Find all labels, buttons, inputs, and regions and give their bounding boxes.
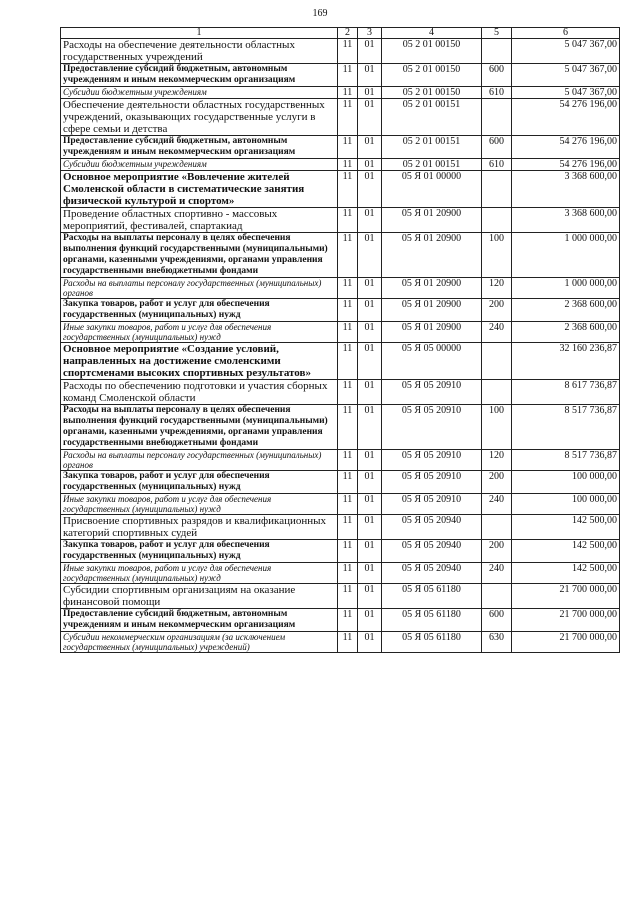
table-row bbox=[61, 380, 620, 405]
row-amount: 142 500,00 bbox=[512, 515, 620, 540]
row-amount: 54 276 196,00 bbox=[512, 159, 620, 171]
table-row bbox=[61, 584, 620, 609]
row-expense-type: 240 bbox=[482, 494, 512, 515]
row-name: Иные закупки товаров, работ и услуг для обеспечения государственных (муниципальных) нужд bbox=[61, 322, 338, 343]
table-row bbox=[61, 87, 620, 99]
row-expense-type: 200 bbox=[482, 540, 512, 563]
row-subsection: 01 bbox=[358, 494, 382, 515]
table-body bbox=[61, 39, 620, 653]
row-subsection: 01 bbox=[358, 540, 382, 563]
row-subsection: 01 bbox=[358, 278, 382, 299]
row-expense-type bbox=[482, 343, 512, 380]
table-row bbox=[61, 515, 620, 540]
row-target-code: 05 2 01 00150 bbox=[382, 39, 482, 64]
row-expense-type bbox=[482, 515, 512, 540]
row-section: 11 bbox=[338, 540, 358, 563]
row-name: Закупка товаров, работ и услуг для обеспечения государственных (муниципальных) нужд bbox=[61, 540, 338, 563]
row-name: Расходы на выплаты персоналу в целях обеспечения выполнения функций государственными (муниципальными) органами, казенными учреждениями, органами управления государственными внебюджетными фондами bbox=[61, 405, 338, 450]
row-expense-type: 120 bbox=[482, 450, 512, 471]
row-section: 11 bbox=[338, 563, 358, 584]
row-expense-type bbox=[482, 171, 512, 208]
row-section: 11 bbox=[338, 405, 358, 450]
row-target-code: 05 Я 05 20940 bbox=[382, 540, 482, 563]
table-row bbox=[61, 322, 620, 343]
row-section: 11 bbox=[338, 171, 358, 208]
row-name: Иные закупки товаров, работ и услуг для обеспечения государственных (муниципальных) нужд bbox=[61, 494, 338, 515]
row-expense-type: 240 bbox=[482, 322, 512, 343]
row-name: Расходы на выплаты персоналу государственных (муниципальных) органов bbox=[61, 450, 338, 471]
row-amount: 100 000,00 bbox=[512, 494, 620, 515]
table-row bbox=[61, 39, 620, 64]
row-expense-type: 600 bbox=[482, 64, 512, 87]
row-section: 11 bbox=[338, 39, 358, 64]
table-row bbox=[61, 278, 620, 299]
row-subsection: 01 bbox=[358, 515, 382, 540]
row-subsection: 01 bbox=[358, 99, 382, 136]
row-amount: 54 276 196,00 bbox=[512, 136, 620, 159]
row-amount: 5 047 367,00 bbox=[512, 87, 620, 99]
row-target-code: 05 Я 01 20900 bbox=[382, 233, 482, 278]
row-section: 11 bbox=[338, 99, 358, 136]
row-name: Расходы на выплаты персоналу государственных (муниципальных) органов bbox=[61, 278, 338, 299]
table-row bbox=[61, 233, 620, 278]
row-subsection: 01 bbox=[358, 39, 382, 64]
table-row bbox=[61, 540, 620, 563]
header-col-2: 2 bbox=[338, 28, 358, 39]
row-subsection: 01 bbox=[358, 233, 382, 278]
row-name: Расходы на выплаты персоналу в целях обеспечения выполнения функций государственными (муниципальными) органами, казенными учреждениями, органами управления государственными внебюджетными фондами bbox=[61, 233, 338, 278]
header-col-6: 6 bbox=[512, 28, 620, 39]
row-name: Присвоение спортивных разрядов и квалификационных категорий спортивных судей bbox=[61, 515, 338, 540]
row-target-code: 05 Я 01 20900 bbox=[382, 299, 482, 322]
table-row bbox=[61, 343, 620, 380]
row-target-code: 05 2 01 00151 bbox=[382, 99, 482, 136]
row-target-code: 05 Я 01 20900 bbox=[382, 278, 482, 299]
row-name: Основное мероприятие «Вовлечение жителей Смоленской области в систематические занятия физической культурой и спортом» bbox=[61, 171, 338, 208]
row-amount: 1 000 000,00 bbox=[512, 278, 620, 299]
row-section: 11 bbox=[338, 609, 358, 632]
table-row bbox=[61, 208, 620, 233]
row-section: 11 bbox=[338, 87, 358, 99]
row-expense-type: 100 bbox=[482, 233, 512, 278]
row-section: 11 bbox=[338, 322, 358, 343]
row-expense-type: 200 bbox=[482, 471, 512, 494]
row-expense-type: 600 bbox=[482, 609, 512, 632]
row-amount: 21 700 000,00 bbox=[512, 584, 620, 609]
row-expense-type: 120 bbox=[482, 278, 512, 299]
row-expense-type: 200 bbox=[482, 299, 512, 322]
row-subsection: 01 bbox=[358, 584, 382, 609]
row-target-code: 05 Я 05 00000 bbox=[382, 343, 482, 380]
row-name: Предоставление субсидий бюджетным, автономным учреждениям и иным некоммерческим организациям bbox=[61, 609, 338, 632]
table-row bbox=[61, 159, 620, 171]
table-row bbox=[61, 299, 620, 322]
table-row bbox=[61, 405, 620, 450]
row-target-code: 05 Я 05 61180 bbox=[382, 584, 482, 609]
table-row bbox=[61, 609, 620, 632]
row-section: 11 bbox=[338, 494, 358, 515]
budget-table bbox=[60, 27, 620, 653]
row-subsection: 01 bbox=[358, 171, 382, 208]
row-amount: 3 368 600,00 bbox=[512, 171, 620, 208]
row-amount: 8 517 736,87 bbox=[512, 405, 620, 450]
row-subsection: 01 bbox=[358, 343, 382, 380]
row-target-code: 05 Я 05 20940 bbox=[382, 563, 482, 584]
table-header-row bbox=[61, 28, 620, 39]
table-row bbox=[61, 471, 620, 494]
row-expense-type: 630 bbox=[482, 632, 512, 653]
row-target-code: 05 2 01 00150 bbox=[382, 64, 482, 87]
row-name: Расходы на обеспечение деятельности областных государственных учреждений bbox=[61, 39, 338, 64]
row-subsection: 01 bbox=[358, 136, 382, 159]
row-expense-type bbox=[482, 208, 512, 233]
row-subsection: 01 bbox=[358, 87, 382, 99]
row-section: 11 bbox=[338, 380, 358, 405]
row-target-code: 05 Я 01 20900 bbox=[382, 322, 482, 343]
row-section: 11 bbox=[338, 208, 358, 233]
row-expense-type: 240 bbox=[482, 563, 512, 584]
row-target-code: 05 Я 05 20910 bbox=[382, 471, 482, 494]
row-target-code: 05 Я 05 20910 bbox=[382, 405, 482, 450]
table-row bbox=[61, 99, 620, 136]
row-target-code: 05 Я 05 20910 bbox=[382, 494, 482, 515]
row-section: 11 bbox=[338, 515, 358, 540]
row-amount: 2 368 600,00 bbox=[512, 322, 620, 343]
row-expense-type bbox=[482, 39, 512, 64]
row-amount: 1 000 000,00 bbox=[512, 233, 620, 278]
row-amount: 5 047 367,00 bbox=[512, 39, 620, 64]
row-target-code: 05 Я 01 00000 bbox=[382, 171, 482, 208]
row-expense-type bbox=[482, 584, 512, 609]
row-amount: 5 047 367,00 bbox=[512, 64, 620, 87]
row-subsection: 01 bbox=[358, 563, 382, 584]
row-name: Предоставление субсидий бюджетным, автономным учреждениям и иным некоммерческим организациям bbox=[61, 136, 338, 159]
row-name: Расходы по обеспечению подготовки и участия сборных команд Смоленской области bbox=[61, 380, 338, 405]
row-target-code: 05 Я 05 20910 bbox=[382, 450, 482, 471]
row-section: 11 bbox=[338, 632, 358, 653]
row-section: 11 bbox=[338, 278, 358, 299]
row-section: 11 bbox=[338, 233, 358, 278]
table-row bbox=[61, 494, 620, 515]
row-section: 11 bbox=[338, 471, 358, 494]
row-name: Обеспечение деятельности областных государственных учреждений, оказывающих государственные услуги в сфере семьи и детства bbox=[61, 99, 338, 136]
row-section: 11 bbox=[338, 584, 358, 609]
row-amount: 142 500,00 bbox=[512, 540, 620, 563]
row-name: Субсидии бюджетным учреждениям bbox=[61, 87, 338, 99]
table-row bbox=[61, 171, 620, 208]
table-row bbox=[61, 64, 620, 87]
row-subsection: 01 bbox=[358, 380, 382, 405]
row-expense-type: 600 bbox=[482, 136, 512, 159]
header-col-5: 5 bbox=[482, 28, 512, 39]
row-name: Субсидии бюджетным учреждениям bbox=[61, 159, 338, 171]
row-amount: 32 160 236,87 bbox=[512, 343, 620, 380]
row-amount: 142 500,00 bbox=[512, 563, 620, 584]
row-expense-type: 100 bbox=[482, 405, 512, 450]
row-target-code: 05 Я 05 20910 bbox=[382, 380, 482, 405]
row-section: 11 bbox=[338, 136, 358, 159]
row-amount: 8 517 736,87 bbox=[512, 450, 620, 471]
row-name: Иные закупки товаров, работ и услуг для обеспечения государственных (муниципальных) нужд bbox=[61, 563, 338, 584]
row-amount: 8 617 736,87 bbox=[512, 380, 620, 405]
row-section: 11 bbox=[338, 299, 358, 322]
row-subsection: 01 bbox=[358, 450, 382, 471]
row-name: Предоставление субсидий бюджетным, автономным учреждениям и иным некоммерческим организациям bbox=[61, 64, 338, 87]
row-amount: 21 700 000,00 bbox=[512, 632, 620, 653]
row-expense-type: 610 bbox=[482, 87, 512, 99]
row-subsection: 01 bbox=[358, 471, 382, 494]
row-target-code: 05 2 01 00151 bbox=[382, 136, 482, 159]
row-subsection: 01 bbox=[358, 609, 382, 632]
row-amount: 21 700 000,00 bbox=[512, 609, 620, 632]
row-subsection: 01 bbox=[358, 322, 382, 343]
row-name: Закупка товаров, работ и услуг для обеспечения государственных (муниципальных) нужд bbox=[61, 471, 338, 494]
table-row bbox=[61, 632, 620, 653]
row-subsection: 01 bbox=[358, 299, 382, 322]
row-section: 11 bbox=[338, 159, 358, 171]
row-name: Основное мероприятие «Создание условий, направленных на достижение смоленскими спортсменами высоких спортивных результатов» bbox=[61, 343, 338, 380]
row-amount: 2 368 600,00 bbox=[512, 299, 620, 322]
header-col-1: 1 bbox=[61, 28, 338, 39]
table-row bbox=[61, 136, 620, 159]
row-name: Проведение областных спортивно - массовых мероприятий, фестивалей, спартакиад bbox=[61, 208, 338, 233]
row-section: 11 bbox=[338, 64, 358, 87]
row-section: 11 bbox=[338, 450, 358, 471]
row-amount: 54 276 196,00 bbox=[512, 99, 620, 136]
row-amount: 100 000,00 bbox=[512, 471, 620, 494]
row-target-code: 05 Я 05 61180 bbox=[382, 632, 482, 653]
header-col-4: 4 bbox=[382, 28, 482, 39]
row-subsection: 01 bbox=[358, 405, 382, 450]
row-subsection: 01 bbox=[358, 159, 382, 171]
row-target-code: 05 Я 05 61180 bbox=[382, 609, 482, 632]
row-subsection: 01 bbox=[358, 208, 382, 233]
row-name: Субсидии некоммерческим организациям (за исключением государственных (муниципальных) учреждений) bbox=[61, 632, 338, 653]
header-col-3: 3 bbox=[358, 28, 382, 39]
row-expense-type bbox=[482, 99, 512, 136]
row-name: Закупка товаров, работ и услуг для обеспечения государственных (муниципальных) нужд bbox=[61, 299, 338, 322]
row-target-code: 05 Я 01 20900 bbox=[382, 208, 482, 233]
row-subsection: 01 bbox=[358, 64, 382, 87]
row-target-code: 05 2 01 00151 bbox=[382, 159, 482, 171]
row-name: Субсидии спортивным организациям на оказание финансовой помощи bbox=[61, 584, 338, 609]
row-section: 11 bbox=[338, 343, 358, 380]
row-target-code: 05 Я 05 20940 bbox=[382, 515, 482, 540]
table-row bbox=[61, 450, 620, 471]
table-row bbox=[61, 563, 620, 584]
row-subsection: 01 bbox=[358, 632, 382, 653]
row-expense-type: 610 bbox=[482, 159, 512, 171]
row-target-code: 05 2 01 00150 bbox=[382, 87, 482, 99]
row-amount: 3 368 600,00 bbox=[512, 208, 620, 233]
page-number: 169 bbox=[312, 8, 328, 19]
row-expense-type bbox=[482, 380, 512, 405]
